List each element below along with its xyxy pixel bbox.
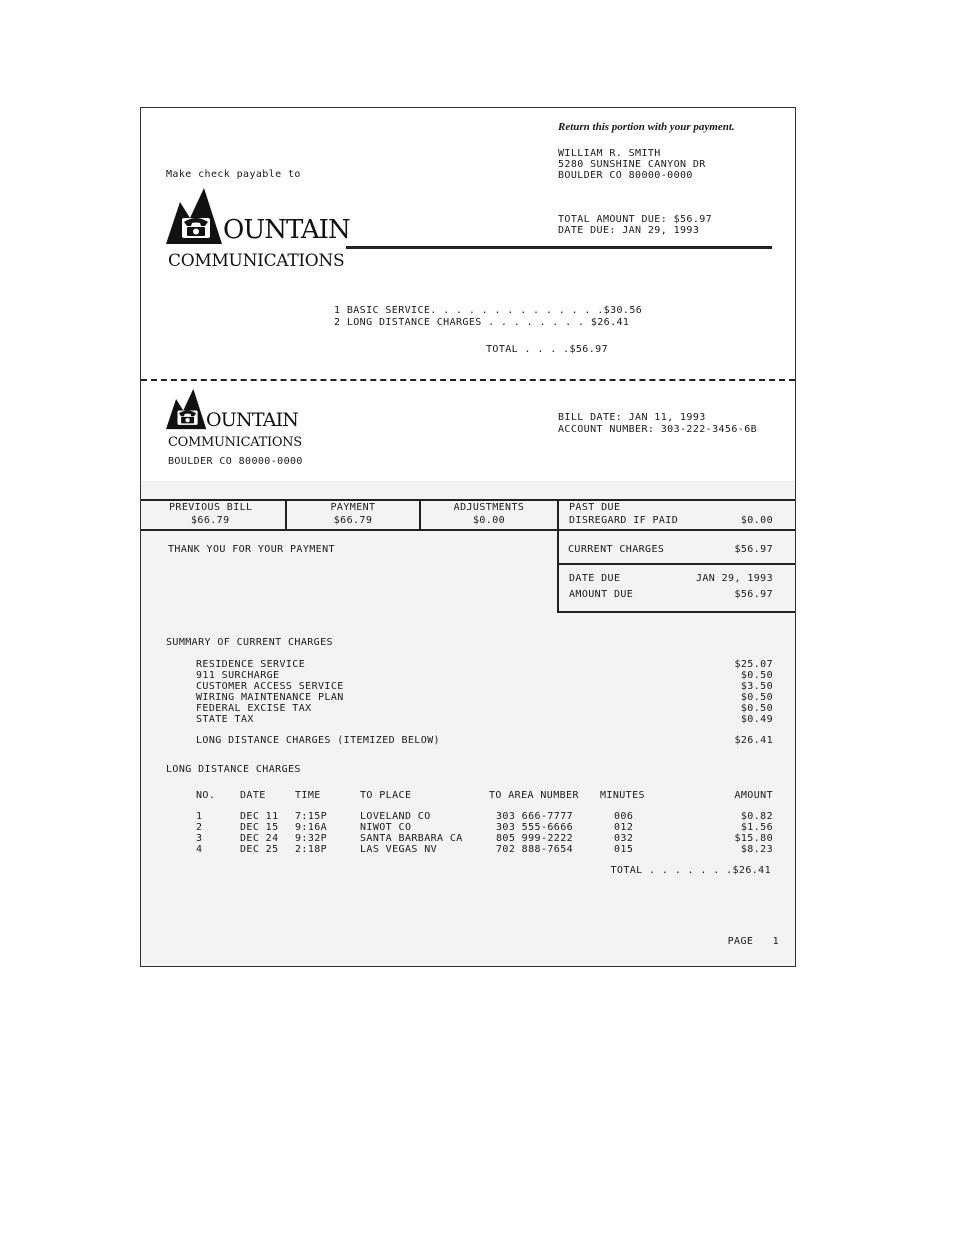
company-city: BOULDER CO 80000-0000 xyxy=(168,456,303,467)
col-to-place: TO PLACE xyxy=(360,790,412,801)
long-distance-place: LAS VEGAS NV xyxy=(360,844,438,855)
long-distance-date: DEC 11 xyxy=(240,811,279,822)
col-time: TIME xyxy=(295,790,321,801)
amount-due-box xyxy=(559,573,795,603)
long-distance-time: 2:18P xyxy=(295,844,328,855)
summary-item-row xyxy=(196,703,773,714)
long-distance-row xyxy=(196,811,773,822)
disregard-label: DISREGARD IF PAID xyxy=(569,515,679,526)
date-due-label: DATE DUE xyxy=(569,573,621,584)
header-rule xyxy=(346,246,772,249)
col-no: NO. xyxy=(196,790,216,801)
long-distance-time: 9:32P xyxy=(295,833,328,844)
long-distance-amount: $0.82 xyxy=(740,811,773,822)
col-minutes: MINUTES xyxy=(600,790,645,801)
box-bottom-rule xyxy=(141,529,795,531)
customer-address xyxy=(558,148,706,181)
return-note: Return this portion with your payment. xyxy=(558,121,735,133)
thank-you-message: THANK YOU FOR YOUR PAYMENT xyxy=(168,544,335,555)
summary-item-row xyxy=(196,692,773,703)
amount-due-value: $56.97 xyxy=(734,589,773,600)
long-distance-place: SANTA BARBARA CA xyxy=(360,833,463,844)
long-distance-date: DEC 24 xyxy=(240,833,279,844)
payment-box xyxy=(287,502,419,526)
summary-items xyxy=(196,659,773,725)
long-distance-minutes: 032 xyxy=(614,833,634,844)
summary-item-label: CUSTOMER ACCESS SERVICE xyxy=(196,681,344,692)
summary-item-amount: $0.50 xyxy=(740,670,773,681)
remit-charge-long-distance: 2 LONG DISTANCE CHARGES . . . . . . . . $26.41 xyxy=(334,317,630,328)
previous-bill-box xyxy=(141,502,285,526)
company-logo-small xyxy=(166,388,326,468)
summary-item-row xyxy=(196,670,773,681)
long-distance-minutes: 015 xyxy=(614,844,634,855)
adjustments-box xyxy=(421,502,557,526)
summary-item-row xyxy=(196,659,773,670)
long-distance-number: 702 888-7654 xyxy=(496,844,574,855)
summary-item-row xyxy=(196,714,773,725)
summary-item-amount: $0.50 xyxy=(740,692,773,703)
remit-due-info xyxy=(558,214,712,236)
remit-charge-basic: 1 BASIC SERVICE. . . . . . . . . . . . . .$30.56 xyxy=(334,305,643,316)
page-number: PAGE 1 xyxy=(727,936,779,947)
bill-info xyxy=(558,412,757,435)
box-top-rule xyxy=(141,499,795,501)
current-charges-label: CURRENT CHARGES xyxy=(568,544,665,555)
long-distance-no: 4 xyxy=(196,844,203,855)
mountain-phone-icon xyxy=(166,188,230,244)
long-distance-row xyxy=(196,844,773,855)
remit-charges xyxy=(334,305,642,328)
col-amount: AMOUNT xyxy=(734,790,773,801)
col-date: DATE xyxy=(240,790,266,801)
long-distance-header-row xyxy=(196,790,773,801)
summary-item-amount: $0.50 xyxy=(740,703,773,714)
long-distance-minutes: 012 xyxy=(614,822,634,833)
logo-wordmark-small: OUNTAIN xyxy=(206,409,299,431)
amount-due-label: AMOUNT DUE xyxy=(569,589,634,600)
long-distance-row xyxy=(196,822,773,833)
logo-subtitle-small: COMMUNICATIONS xyxy=(168,435,302,450)
col-to-area-number: TO AREA NUMBER xyxy=(489,790,579,801)
payment-value: $66.79 xyxy=(333,515,373,526)
logo-subtitle: COMMUNICATIONS xyxy=(168,251,345,271)
date-due-value: JAN 29, 1993 xyxy=(695,573,773,584)
payment-label: PAYMENT xyxy=(330,502,376,513)
long-distance-place: NIWOT CO xyxy=(360,822,412,833)
customer-city: BOULDER CO 80000-0000 xyxy=(558,170,693,181)
summary-long-distance-amount: $26.41 xyxy=(734,735,773,746)
company-logo-large xyxy=(166,188,366,273)
total-amount-due: TOTAL AMOUNT DUE: $56.97 xyxy=(558,214,713,225)
long-distance-rows xyxy=(196,811,773,855)
summary-item-amount: $3.50 xyxy=(740,681,773,692)
remit-date-due: DATE DUE: JAN 29, 1993 xyxy=(558,225,700,236)
summary-item-label: FEDERAL EXCISE TAX xyxy=(196,703,312,714)
summary-item-label: RESIDENCE SERVICE xyxy=(196,659,306,670)
account-number: ACCOUNT NUMBER: 303-222-3456-6B xyxy=(558,424,758,435)
long-distance-heading: LONG DISTANCE CHARGES xyxy=(166,764,301,775)
customer-street: 5280 SUNSHINE CANYON DR xyxy=(558,159,706,170)
past-due-box xyxy=(559,502,795,526)
summary-heading: SUMMARY OF CURRENT CHARGES xyxy=(166,637,333,648)
bill-date: BILL DATE: JAN 11, 1993 xyxy=(558,412,706,423)
long-distance-number: 303 555-6666 xyxy=(496,822,574,833)
summary-item-label: 911 SURCHARGE xyxy=(196,670,280,681)
long-distance-number: 805 999-2222 xyxy=(496,833,574,844)
long-distance-date: DEC 15 xyxy=(240,822,279,833)
summary-item-label: STATE TAX xyxy=(196,714,254,725)
summary-long-distance-row xyxy=(196,735,773,746)
current-charges-value: $56.97 xyxy=(734,544,773,555)
long-distance-amount: $15.80 xyxy=(734,833,773,844)
summary-item-label: WIRING MAINTENANCE PLAN xyxy=(196,692,344,703)
adjustments-label: ADJUSTMENTS xyxy=(453,502,525,513)
long-distance-amount: $8.23 xyxy=(740,844,773,855)
long-distance-no: 3 xyxy=(196,833,203,844)
past-due-label: PAST DUE xyxy=(569,502,621,513)
current-charges-box xyxy=(559,544,795,556)
long-distance-no: 1 xyxy=(196,811,203,822)
previous-bill-label: PREVIOUS BILL xyxy=(169,502,253,513)
current-charges-rule xyxy=(557,563,795,565)
summary-item-row xyxy=(196,681,773,692)
customer-name: WILLIAM R. SMITH xyxy=(558,148,661,159)
tear-line xyxy=(141,379,795,381)
payable-to-label: Make check payable to xyxy=(166,169,301,180)
adjustments-value: $0.00 xyxy=(472,515,506,526)
long-distance-amount: $1.56 xyxy=(740,822,773,833)
long-distance-number: 303 666-7777 xyxy=(496,811,574,822)
long-distance-minutes: 006 xyxy=(614,811,634,822)
long-distance-row xyxy=(196,833,773,844)
long-distance-place: LOVELAND CO xyxy=(360,811,431,822)
summary-long-distance-label: LONG DISTANCE CHARGES (ITEMIZED BELOW) xyxy=(196,735,440,746)
long-distance-total: TOTAL . . . . . . .$26.41 xyxy=(610,865,771,876)
amount-due-rule xyxy=(557,611,795,613)
long-distance-no: 2 xyxy=(196,822,203,833)
remit-total: TOTAL . . . .$56.97 xyxy=(486,344,608,355)
summary-item-amount: $25.07 xyxy=(734,659,773,670)
long-distance-time: 7:15P xyxy=(295,811,328,822)
long-distance-time: 9:16A xyxy=(295,822,328,833)
summary-item-amount: $0.49 xyxy=(740,714,773,725)
past-due-value: $0.00 xyxy=(740,515,773,526)
previous-bill-value: $66.79 xyxy=(191,515,230,526)
phone-bill xyxy=(140,107,796,967)
long-distance-date: DEC 25 xyxy=(240,844,279,855)
logo-wordmark: OUNTAIN xyxy=(223,215,350,245)
